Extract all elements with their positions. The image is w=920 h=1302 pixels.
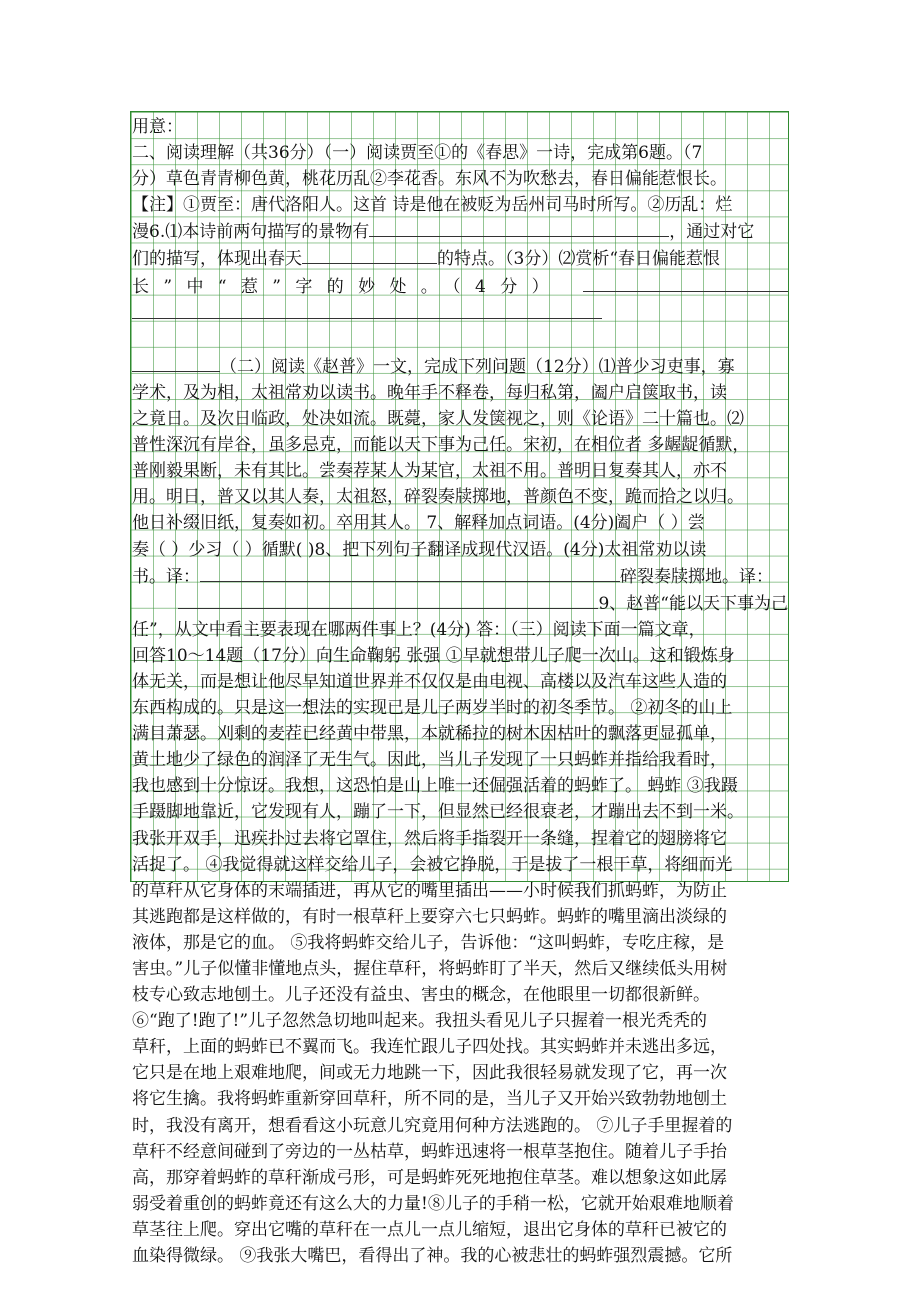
- text-segment: 9、赵普“能以天下事为己: [598, 593, 788, 614]
- text-line: [132, 353, 788, 380]
- text-line: 活捉了。 ④我觉得就这样交给儿子，会被它挣脱，于是拔了一根干草，将细而光: [132, 854, 733, 875]
- text-line: 分）草色青青柳色黄，桃花历乱②李花香。东风不为吹愁去，春日偏能惹恨长。: [132, 169, 727, 190]
- text-segment: 长”中“惹”字的妙处。（4分）: [132, 276, 563, 297]
- text-line: 害虫。”儿子似懂非懂地点头，握住草秆，将蚂蚱盯了半天，然后又继续低头用树: [132, 959, 728, 979]
- text-line: 用意：: [132, 117, 183, 137]
- answer-blank[interactable]: [132, 353, 220, 372]
- text-line: 普性深沉有岸谷，虽多忌克，而能以天下事为己任。宋初，在相位者 多龌龊循默，: [132, 435, 750, 456]
- text-line: ⑥“跑了!跑了!”儿子忽然急切地叫起来。我扭头看见儿子只握着一根光秃秃的: [132, 1011, 708, 1032]
- text-line: 回答10～14题（17分）向生命鞠躬 张强 ①早就想带儿子爬一次山。这和锻炼身: [132, 645, 735, 666]
- text-line: 黄土地少了绿色的润泽了无生气。因此，当儿子发现了一只蚂蚱并指给我看时，: [132, 750, 727, 771]
- answer-blank[interactable]: [178, 590, 598, 609]
- text-line: 草茎往上爬。穿出它嘴的草秆在一点儿一点儿缩短，退出它身体的草秆已被它的: [132, 1219, 727, 1240]
- text-line: 高，那穿着蚂蚱的草秆渐成弓形，可是蚂蚱死死地抱住草茎。难以想象这如此孱: [132, 1167, 727, 1188]
- exam-text: [132, 114, 788, 1269]
- answer-blank[interactable]: [583, 273, 788, 292]
- text-line: 我张开双手，迅疾扑过去将它罩住，然后将手指裂开一条缝，捏着它的翅膀将它: [132, 828, 727, 849]
- text-line: 二、阅读理解（共36分）（一）阅读贾至①的《春思》一诗，完成第6题。（7: [132, 143, 703, 164]
- text-line: 【注】①贾至：唐代洛阳人。这首 诗是他在被贬为岳州司马时所写。②历乱：烂: [132, 195, 733, 216]
- text-line: 它只是在地上艰难地爬，间或无力地跳一下，因此我很轻易就发现了它，再一次: [132, 1063, 727, 1084]
- text-segment: ，通过对它: [669, 222, 755, 243]
- text-line: [132, 300, 788, 327]
- text-line: 草秆不经意间碰到了旁边的一丛枯草，蚂蚱迅速将一根草茎抱住。随着儿子手抬: [132, 1141, 727, 1162]
- text-segment: 们的描写，体现出春天: [132, 249, 302, 270]
- answer-blank[interactable]: [200, 563, 620, 582]
- text-line: [132, 563, 788, 590]
- text-line: 枝专心致志地刨土。儿子还没有益虫、害虫的概念，在他眼里一切都很新鲜。: [132, 985, 710, 1006]
- text-segment: 书。译：: [132, 566, 200, 587]
- answer-sheet-grid: [130, 111, 789, 1267]
- answer-blank[interactable]: [132, 300, 602, 319]
- text-line: [132, 245, 788, 272]
- text-line: 手蹑脚地靠近，它发现有人，蹦了一下，但显然已经很衰老，才蹦出去不到一米。: [132, 802, 744, 823]
- text-line: 其逃跑都是这样做的，有时一根草秆上要穿六七只蚂蚱。蚂蚱的嘴里滴出淡绿的: [132, 906, 727, 927]
- text-line: 东西构成的。只是这一想法的实现已是儿子两岁半时的初冬季节。 ②初冬的山上: [132, 698, 733, 719]
- text-line: 草秆，上面的蚂蚱已不翼而飞。我连忙跟儿子四处找。其实蚂蚱并未逃出多远，: [132, 1037, 727, 1058]
- text-line: [132, 273, 788, 300]
- text-line: [132, 218, 788, 245]
- text-line: 的草秆从它身体的末端插进，再从它的嘴里插出——小时候我们抓蚂蚱，为防止: [132, 880, 727, 901]
- text-line: 我也感到十分惊讶。我想，这恐怕是山上唯一还倔强活着的蚂蚱了。 蚂蚱 ③我蹑: [132, 776, 738, 797]
- text-line: [132, 590, 788, 617]
- text-line: 将它生擒。我将蚂蚱重新穿回草秆，所不同的是，当儿子又开始兴致勃勃地刨土: [132, 1089, 727, 1110]
- text-line: 奏（ ）少习（ ）循默( )8、把下列句子翻译成现代汉语。(4分)太祖常劝以读: [132, 539, 707, 560]
- answer-blank[interactable]: [302, 245, 437, 264]
- text-line: [132, 327, 788, 353]
- text-line: 学术，及为相，太祖常劝以读书。晚年手不释卷，每归私第，阖户启箧取书，读: [132, 382, 727, 403]
- text-line: 满目萧瑟。刈剩的麦茬已经黄中带黑，本就稀拉的树木因枯叶的飘落更显孤单，: [132, 724, 727, 745]
- text-line: 血染得微绿。 ⑨我张大嘴巴，看得出了神。我的心被悲壮的蚂蚱强烈震撼。它所: [132, 1246, 733, 1267]
- text-line: 普刚毅果断，未有其比。尝奏荐某人为某官，太祖不用。普明日复奏其人，亦不: [132, 461, 727, 482]
- text-segment: 漫6.⑴本诗前两句描写的景物有: [132, 222, 370, 243]
- text-segment: 的特点。（3分）⑵赏析“春日偏能惹恨: [437, 249, 721, 270]
- text-line: 弱受着重创的蚂蚱竟还有这么大的力量!⑧儿子的手稍一松，它就开始艰难地顺着: [132, 1193, 734, 1214]
- answer-blank[interactable]: [369, 218, 669, 237]
- text-line: 液体，那是它的血。 ⑤我将蚂蚱交给儿子，告诉他：“这叫蚂蚱，专吃庄稼，是: [132, 932, 725, 953]
- text-line: 之竟日。及次日临政，处决如流。既薨，家人发箧视之，则《论语》二十篇也。⑵: [132, 409, 744, 430]
- text-line: 时，我没有离开，想看看这小玩意儿究竟用何种方法逃跑的。 ⑦儿子手里握着的: [132, 1115, 733, 1136]
- text-line: 他日补缀旧纸，复奏如初。卒用其人。 7、解释加点词语。(4分)阖户（ ）尝: [132, 513, 705, 534]
- text-line: 体无关，而是想让他尽早知道世界并不仅仅是由电视、高楼以及汽车这些人造的: [132, 671, 727, 692]
- text-segment: （二）阅读《赵普》一文，完成下列问题（12分）⑴普少习吏事，寡: [220, 356, 735, 377]
- text-line: 用。明日，普又以其人奏，太祖怒，碎裂奏牍掷地，普颜色不变，跪而拾之以归。: [132, 487, 744, 508]
- text-segment: 碎裂奏牍掷地。译：: [620, 566, 773, 587]
- text-line: 任”，从文中看主要表现在哪两件事上？(4分) 答：（三）阅读下面一篇文章，: [132, 619, 706, 640]
